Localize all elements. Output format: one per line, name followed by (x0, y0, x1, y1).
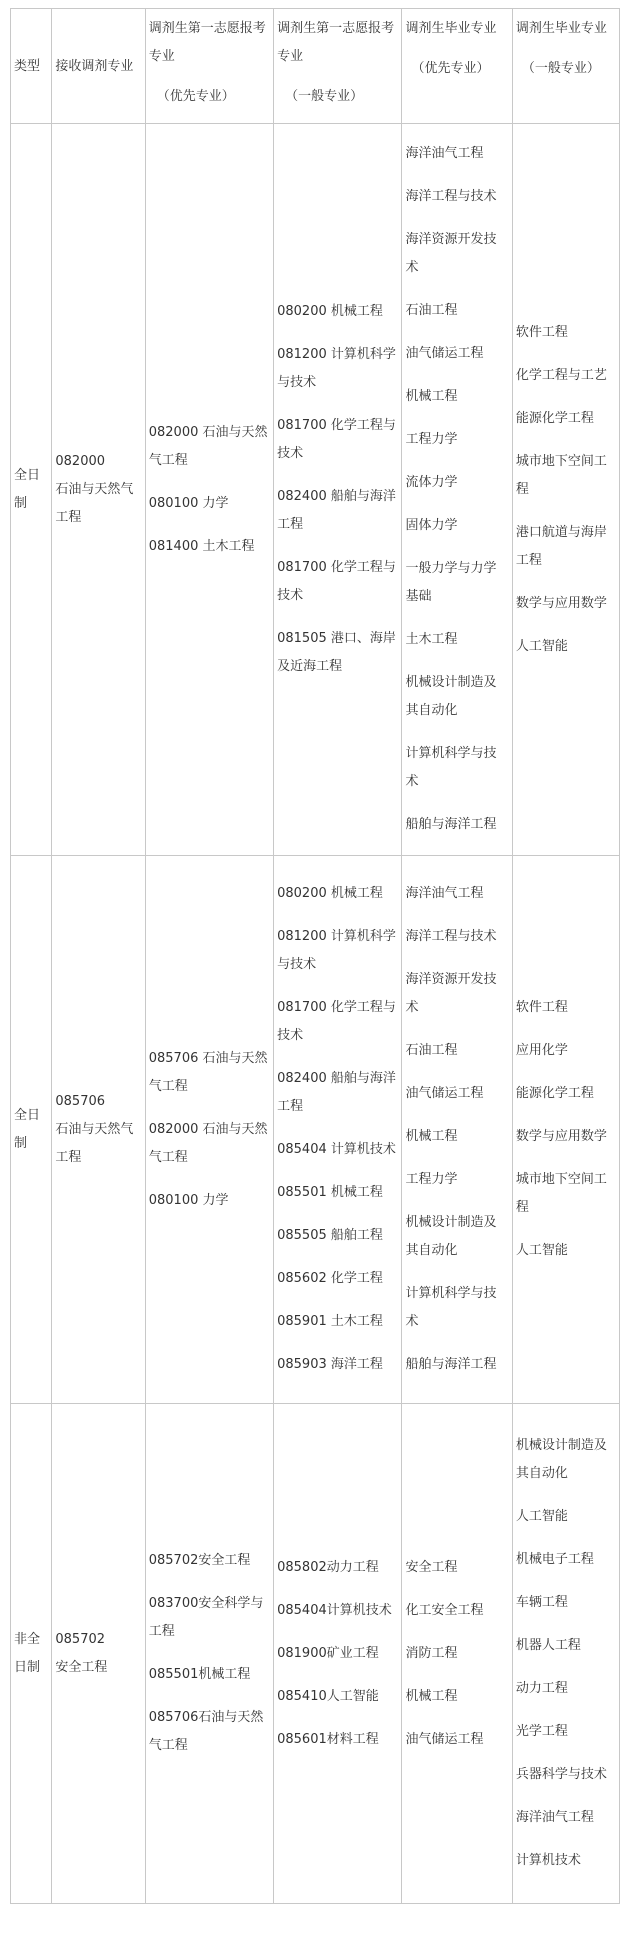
cell-first-general (274, 856, 402, 1404)
adjustment-table (10, 8, 620, 1904)
cell-first-preferred (145, 1404, 273, 1904)
list-item: 工程力学 (405, 432, 458, 447)
cell-type: 非全日制 (11, 1404, 52, 1904)
list-item: 085903 海洋工程 (277, 1357, 383, 1372)
receive-code: 085702 (55, 1631, 106, 1647)
table-row (11, 124, 620, 856)
list-item: 城市地下空间工程 (515, 1172, 607, 1215)
cell-type: 全日制 (11, 856, 52, 1404)
list-item: 应用化学 (515, 1043, 568, 1058)
header-first-choice-title: 调剂生第一志愿报考专业 (148, 21, 266, 64)
header-first-choice-preferred (145, 9, 273, 124)
list-item: 081200 计算机科学与技术 (277, 929, 396, 972)
list-item: 085802动力工程 (277, 1559, 379, 1575)
list-item: 船舶与海洋工程 (405, 817, 497, 832)
cell-grad-preferred (402, 1404, 512, 1904)
list-item: 能源化学工程 (515, 1086, 594, 1101)
table-row (11, 1404, 620, 1904)
list-item: 082400 船舶与海洋工程 (277, 1071, 396, 1114)
list-item: 流体力学 (405, 475, 458, 490)
receive-code: 082000 (55, 453, 106, 469)
header-type: 类型 (11, 9, 52, 124)
list-item: 081700 化学工程与技术 (277, 1000, 396, 1043)
list-item: 085404计算机技术 (277, 1602, 392, 1618)
list-item: 海洋油气工程 (405, 886, 484, 901)
list-item: 机器人工程 (515, 1638, 581, 1653)
list-item: 080200 机械工程 (277, 886, 383, 901)
list-item: 软件工程 (515, 324, 568, 340)
list-item: 085706石油与天然气工程 (148, 1710, 264, 1753)
cell-first-general (274, 124, 402, 856)
list-item: 动力工程 (515, 1681, 568, 1696)
header-grad-preferred-label: （优先专业） (411, 61, 490, 76)
list-item: 一般力学与力学基础 (405, 561, 497, 604)
header-grad-general-label: （一般专业） (521, 61, 600, 76)
list-item: 083700安全科学与工程 (148, 1596, 264, 1639)
header-row (11, 9, 620, 124)
cell-grad-general (512, 1404, 619, 1904)
list-item: 石油工程 (405, 1043, 458, 1058)
list-item: 机械工程 (405, 1129, 458, 1144)
list-item: 085404 计算机技术 (277, 1142, 396, 1157)
list-item: 化学工程与工艺 (515, 367, 607, 383)
list-item: 消防工程 (405, 1645, 458, 1661)
list-item: 机械设计制造及其自动化 (515, 1438, 607, 1481)
list-item: 082000 石油与天然气工程 (148, 1121, 268, 1165)
list-item: 城市地下空间工程 (515, 453, 607, 497)
header-grad-general (512, 9, 619, 124)
cell-grad-general (512, 124, 619, 856)
list-item: 081505 港口、海岸及近海工程 (277, 631, 396, 674)
list-item: 081400 土木工程 (148, 538, 255, 554)
header-grad-title: 调剂生毕业专业 (405, 21, 497, 36)
header-first-choice-general (274, 9, 402, 124)
header-grad-preferred (402, 9, 512, 124)
header-receive-major: 接收调剂专业 (52, 9, 145, 124)
list-item: 080100 力学 (148, 495, 229, 511)
list-item: 海洋资源开发技术 (405, 972, 497, 1015)
cell-first-general (274, 1404, 402, 1904)
list-item: 计算机技术 (515, 1853, 581, 1868)
list-item: 085706 石油与天然气工程 (148, 1050, 268, 1094)
receive-name: 石油与天然气工程 (55, 481, 134, 525)
list-item: 能源化学工程 (515, 410, 594, 426)
list-item: 085501 机械工程 (277, 1185, 383, 1200)
list-item: 计算机科学与技术 (405, 1286, 497, 1329)
list-item: 工程力学 (405, 1172, 458, 1187)
cell-grad-preferred (402, 124, 512, 856)
list-item: 船舶与海洋工程 (405, 1357, 497, 1372)
list-item: 光学工程 (515, 1724, 568, 1739)
list-item: 油气储运工程 (405, 346, 484, 361)
list-item: 油气储运工程 (405, 1086, 484, 1101)
list-item: 085702安全工程 (148, 1553, 251, 1568)
cell-grad-general (512, 856, 619, 1404)
list-item: 海洋资源开发技术 (405, 232, 497, 275)
list-item: 机械工程 (405, 389, 458, 404)
list-item: 081900矿业工程 (277, 1645, 379, 1661)
list-item: 人工智能 (515, 1509, 568, 1524)
header-preferred-label: （优先专业） (156, 89, 235, 104)
list-item: 海洋油气工程 (515, 1810, 594, 1825)
cell-receive-major (52, 856, 145, 1404)
list-item: 海洋工程与技术 (405, 929, 497, 944)
table-row (11, 856, 620, 1404)
receive-code: 085706 (55, 1093, 106, 1109)
list-item: 数学与应用数学 (515, 595, 607, 611)
list-item: 海洋油气工程 (405, 146, 484, 161)
list-item: 机械设计制造及其自动化 (405, 1215, 497, 1258)
cell-first-preferred (145, 856, 273, 1404)
list-item: 港口航道与海岸工程 (515, 524, 607, 568)
list-item: 兵器科学与技术 (515, 1767, 607, 1782)
list-item: 085601材料工程 (277, 1731, 379, 1747)
list-item: 固体力学 (405, 518, 458, 533)
receive-name: 安全工程 (55, 1659, 108, 1675)
list-item: 081200 计算机科学与技术 (277, 347, 396, 390)
list-item: 085901 土木工程 (277, 1314, 383, 1329)
list-item: 机械工程 (405, 1688, 458, 1704)
receive-name: 石油与天然气工程 (55, 1121, 134, 1165)
cell-grad-preferred (402, 856, 512, 1404)
list-item: 082400 船舶与海洋工程 (277, 489, 396, 532)
list-item: 车辆工程 (515, 1595, 568, 1610)
list-item: 安全工程 (405, 1559, 458, 1575)
cell-receive-major (52, 124, 145, 856)
list-item: 085501机械工程 (148, 1667, 251, 1682)
header-general-label: （一般专业） (285, 89, 364, 104)
list-item: 机械电子工程 (515, 1552, 594, 1567)
list-item: 081700 化学工程与技术 (277, 560, 396, 603)
list-item: 化工安全工程 (405, 1602, 484, 1618)
header-grad-general-title: 调剂生毕业专业 (515, 21, 607, 36)
list-item: 人工智能 (515, 638, 568, 654)
list-item: 数学与应用数学 (515, 1129, 607, 1144)
list-item: 085602 化学工程 (277, 1271, 383, 1286)
list-item: 085410人工智能 (277, 1688, 379, 1704)
list-item: 石油工程 (405, 303, 458, 318)
list-item: 人工智能 (515, 1243, 568, 1258)
cell-type: 全日制 (11, 124, 52, 856)
list-item: 085505 船舶工程 (277, 1228, 383, 1243)
cell-first-preferred (145, 124, 273, 856)
list-item: 081700 化学工程与技术 (277, 418, 396, 461)
list-item: 计算机科学与技术 (405, 746, 497, 789)
list-item: 机械设计制造及其自动化 (405, 675, 497, 718)
list-item: 082000 石油与天然气工程 (148, 424, 268, 468)
list-item: 080100 力学 (148, 1192, 229, 1208)
list-item: 油气储运工程 (405, 1731, 484, 1747)
cell-receive-major (52, 1404, 145, 1904)
list-item: 海洋工程与技术 (405, 189, 497, 204)
list-item: 080200 机械工程 (277, 304, 383, 319)
header-first-choice-general-title: 调剂生第一志愿报考专业 (277, 21, 395, 64)
list-item: 土木工程 (405, 632, 458, 647)
list-item: 软件工程 (515, 1000, 568, 1015)
